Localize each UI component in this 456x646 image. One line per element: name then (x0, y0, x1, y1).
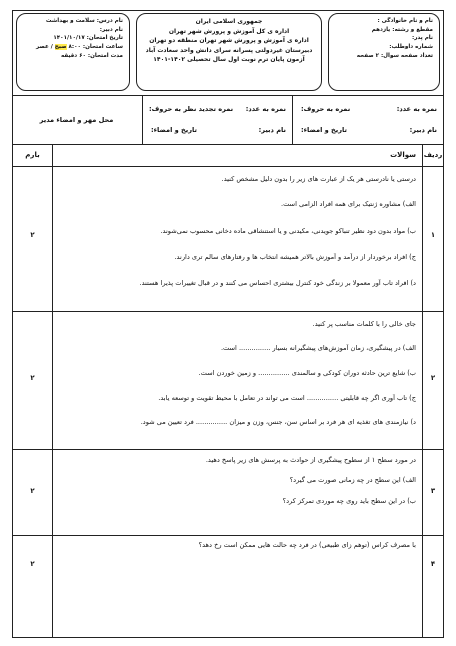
question-line: الف) این سطح در چه زمانی صورت می گیرد؟ (289, 476, 416, 484)
grade-words-label: نمره به حروف: (301, 105, 351, 113)
question-body (53, 167, 422, 311)
grade-sign-label: تاریخ و امضاء: (301, 126, 347, 134)
question-score-cell (13, 536, 53, 637)
grade-teacher-label: نام دبیر: (409, 126, 437, 134)
general-office-title: اداره ی کل آموزش و پرورش شهر تهران (168, 27, 290, 35)
exam-time-prefix: ساعت امتحان: ۸:۰۰ (68, 43, 123, 50)
header-questions-label: سوالات (390, 151, 416, 159)
question-line: در مورد سطح ۱ از سطوح پیشگیری از حوادث به پرسش های زیر پاسخ دهید. (205, 456, 416, 464)
question-num-cell (422, 536, 443, 637)
country-title: جمهوری اسلامی ایران (195, 18, 263, 25)
grade-column-first (292, 96, 443, 144)
question-line: با مصرف کراس (توهم زای طبیعی) در فرد چه حالت هایی ممکن است رخ دهد؟ (198, 541, 416, 549)
school-name: دبیرستان غیردولتی پسرانه سرای دانش واحد سعادت آباد (145, 46, 313, 54)
question-line: الف) در پیشگیری، زمان آموزش‌های پیشگیرانه بسیار ............... است. (220, 344, 416, 352)
revision-words-label: نمره تجدید نظر به حروف: (149, 105, 234, 113)
question-score: ۲ (30, 231, 35, 239)
revision-sign-label: تاریخ و امضاء: (151, 126, 197, 134)
grade-field: مقطع و رشته: یازدهم (371, 26, 433, 33)
question-line: ب) مواد بدون دود نظیر تنباکو جویدنی، مکیدنی و یا استنشاقی ماده دخانی محسوب نمی‌شوند. (160, 227, 416, 235)
header-questions-cell (53, 145, 422, 166)
questions-table (13, 145, 443, 637)
question-line: د) نیازمندی های تغذیه ای هر فرد بر اساس سن، جنس، وزن و میزان ............... فرد تعیین می شود. (140, 418, 416, 426)
question-body (53, 536, 422, 637)
question-score-cell (13, 312, 53, 449)
grade-column-second (142, 96, 292, 144)
question-number: ۱ (430, 231, 436, 239)
question-score: ۲ (30, 560, 35, 568)
principal-seal-label: محل مهر و امضاء مدیر (39, 116, 114, 124)
question-line: الف) مشاوره ژنتیک برای همه افراد الزامی است. (280, 200, 416, 208)
exam-time-highlight: صبح (54, 43, 67, 50)
question-row (13, 450, 443, 536)
page-count-field: تعداد صفحه سوال: ۲ صفحه (356, 52, 433, 59)
course-name: نام درس: سلامت و بهداشت (45, 18, 123, 24)
question-number: ۲ (430, 374, 436, 382)
grades-section (13, 95, 443, 145)
question-score-cell (13, 450, 53, 535)
question-num-cell (422, 167, 443, 311)
question-row (13, 312, 443, 450)
header-num-label: ردیف (423, 151, 443, 159)
exam-sheet (12, 10, 444, 638)
candidate-number-field: شماره داوطلب: (389, 43, 433, 50)
school-title-box (136, 13, 322, 91)
question-row (13, 167, 443, 312)
teacher-name-field: نام دبیر: (99, 26, 123, 33)
header-score-cell (13, 145, 53, 166)
question-num-cell (422, 450, 443, 535)
question-line: د) افراد تاب آور معمولا بر زندگی خود کنترل بیشتری احساس می کنند و در قبال تغییرات پذیرا هستند. (139, 279, 416, 287)
revision-number-label: نمره به عدد: (245, 105, 286, 113)
question-line: درستی یا نادرستی هر یک از عبارت های زیر را بدون دلیل مشخص کنید. (221, 175, 416, 183)
question-number: ۴ (430, 560, 436, 568)
question-body (53, 312, 422, 449)
question-num-cell (422, 312, 443, 449)
grade-column-principal (11, 96, 142, 144)
grade-number-label: نمره به عدد: (396, 105, 437, 113)
father-name-field: نام پدر: (411, 35, 433, 42)
student-info-box (328, 13, 440, 91)
question-line: ج) تاب آوری اگر چه قابلیتی ............... است می تواند در تعامل با محیط تقویت و توسعه یابد. (158, 394, 416, 402)
exam-time-suffix: / عصر (36, 43, 53, 50)
revision-teacher-label: نام دبیر: (258, 126, 286, 134)
question-line: ب) در این سطح باید روی چه موردی تمرکز کرد؟ (282, 497, 416, 505)
exam-duration: مدت امتحان: ۶۰ دقیقه (60, 52, 123, 59)
question-row (13, 536, 443, 637)
question-body (53, 450, 422, 535)
exam-date: تاریخ امتحان: ۱۴۰۱/۱۰/۱۷ (53, 35, 123, 42)
question-score: ۲ (30, 374, 35, 382)
exam-header (13, 11, 443, 95)
question-number: ۳ (430, 487, 436, 495)
question-line: جای خالی را با کلمات مناسب پر کنید. (312, 320, 416, 328)
exam-time (23, 43, 123, 52)
question-score-cell (13, 167, 53, 311)
student-name-field: نام و نام خانوادگی : (377, 18, 433, 24)
exam-title: آزمون پایان ترم نوبت اول سال تحصیلی ۱۴۰۲-۱۴۰۱ (153, 56, 305, 64)
table-header-row (13, 145, 443, 167)
question-score: ۲ (30, 487, 35, 495)
exam-info-box (16, 13, 130, 91)
header-num-cell (422, 145, 443, 166)
header-score-label: بارم (25, 151, 40, 159)
question-line: ج) افراد برخوردار از درآمد و آموزش بالاتر همیشه انتخاب ها و رفتارهای سالم تری دارند. (174, 253, 416, 261)
district-office-title: اداره ی آموزش و پرورش شهر تهران منطقه دو تهران (149, 37, 309, 45)
question-line: ب) شایع ترین حادثه دوران کودکی و سالمندی ............... و زمین خوردن است. (198, 369, 416, 377)
